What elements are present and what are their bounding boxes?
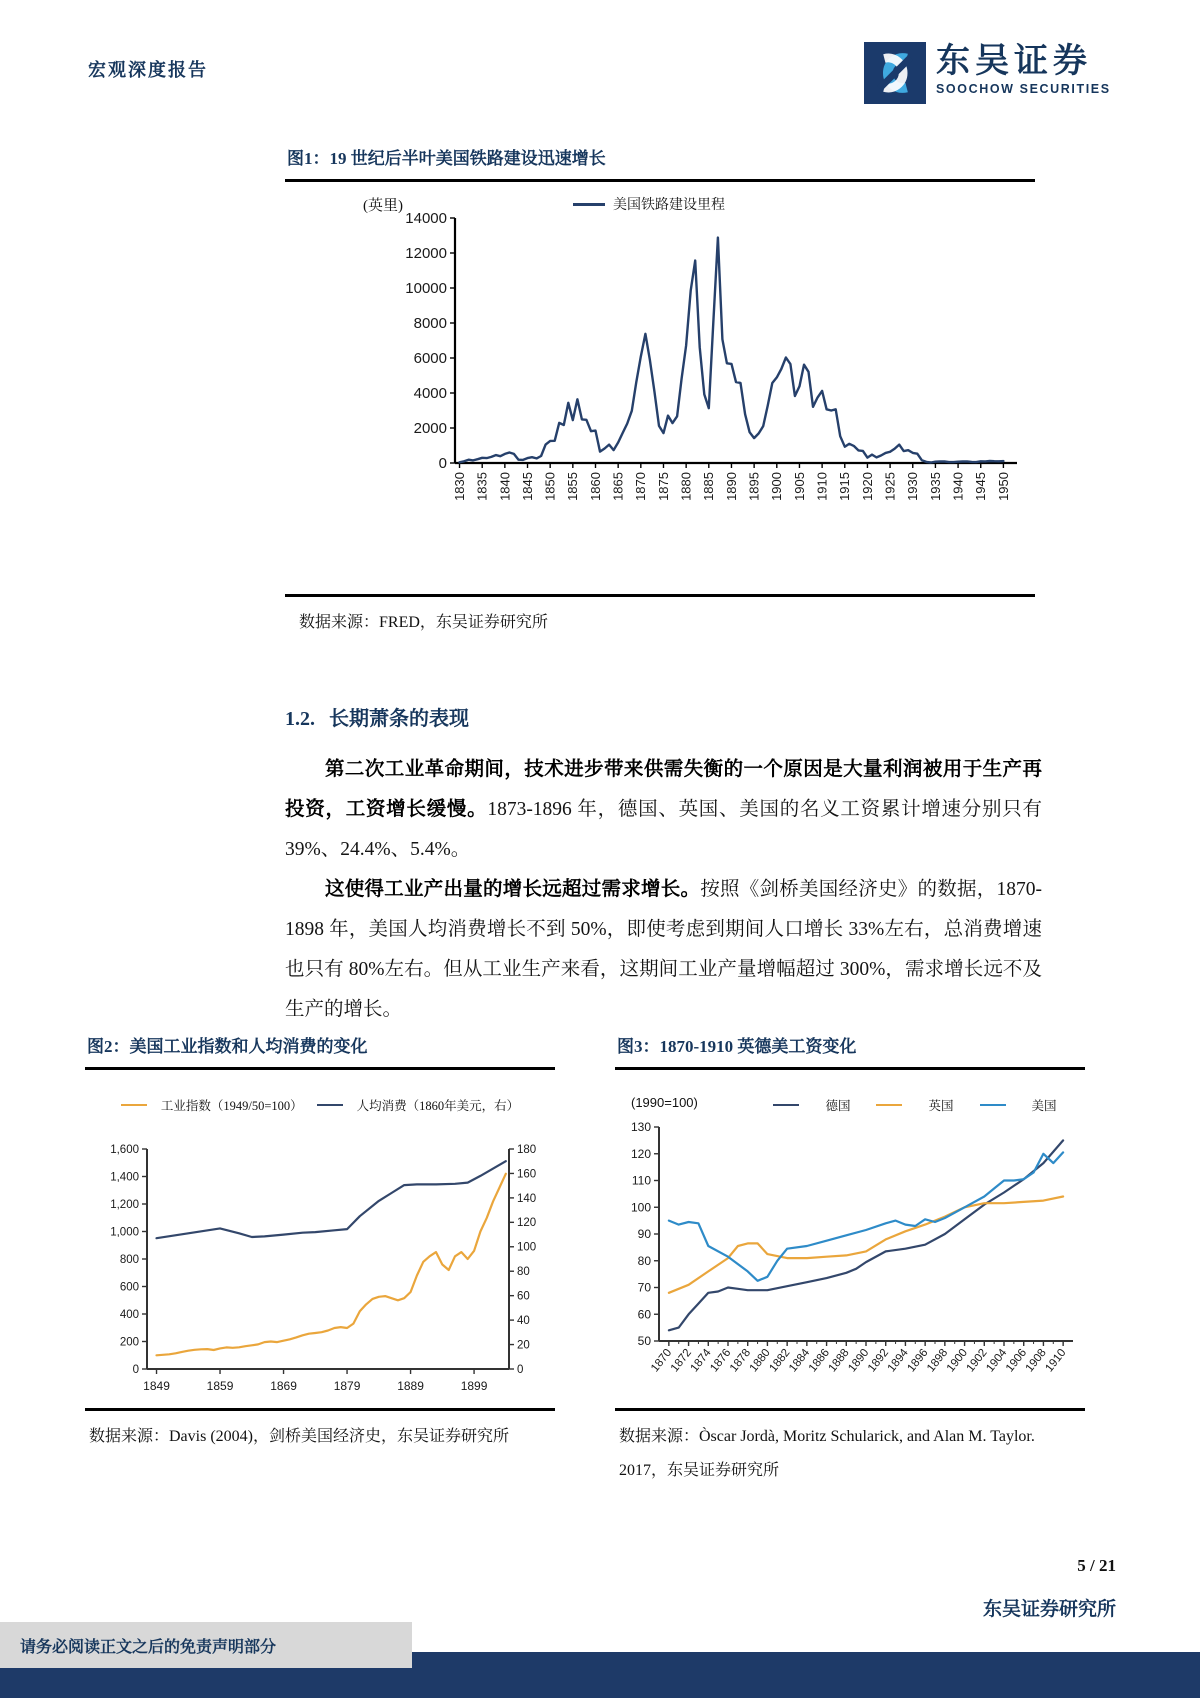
svg-text:1845: 1845 bbox=[519, 472, 535, 501]
figure2-title: 图2：美国工业指数和人均消费的变化 bbox=[87, 1037, 368, 1056]
svg-text:1870: 1870 bbox=[633, 472, 649, 501]
section-heading bbox=[285, 702, 469, 731]
svg-text:100: 100 bbox=[517, 1241, 537, 1254]
disclaimer-text: 请务必阅读正文之后的免责声明部分 bbox=[20, 1638, 277, 1656]
figure2-chart-area bbox=[85, 1067, 555, 1411]
figure3-chart-area bbox=[615, 1067, 1085, 1411]
brand-text bbox=[936, 42, 1111, 96]
report-type-label: 宏观深度报告 bbox=[88, 60, 208, 80]
svg-text:1849: 1849 bbox=[143, 1379, 170, 1393]
svg-text:1876: 1876 bbox=[708, 1346, 734, 1375]
svg-text:120: 120 bbox=[630, 1146, 651, 1161]
svg-text:2000: 2000 bbox=[413, 420, 447, 438]
brand-logo bbox=[864, 42, 1111, 104]
svg-text:1,000: 1,000 bbox=[110, 1226, 139, 1239]
brand-name-cn: 东吴证券 bbox=[936, 43, 1092, 80]
svg-text:1874: 1874 bbox=[688, 1346, 714, 1375]
svg-text:1895: 1895 bbox=[746, 472, 762, 501]
svg-text:1904: 1904 bbox=[984, 1346, 1010, 1375]
svg-text:1896: 1896 bbox=[905, 1346, 931, 1375]
svg-text:1900: 1900 bbox=[944, 1346, 971, 1375]
svg-text:1,600: 1,600 bbox=[110, 1143, 139, 1156]
svg-text:1892: 1892 bbox=[865, 1346, 892, 1375]
svg-text:40: 40 bbox=[517, 1315, 530, 1328]
brand-name-en: SOOCHOW SECURITIES bbox=[936, 82, 1111, 97]
paragraph-1-bold: 第二次工业革命期间，技术进步带来供需失衡的一个原因是大量利润被用于生产再投资，工资增长缓慢。 bbox=[285, 759, 1042, 820]
section-number: 1.2. bbox=[285, 708, 315, 730]
svg-text:4000: 4000 bbox=[413, 385, 447, 403]
figure2-source: 数据来源：Davis (2004)，剑桥美国经济史，东吴证券研究所 bbox=[89, 1428, 509, 1445]
svg-text:1,400: 1,400 bbox=[110, 1171, 139, 1184]
svg-text:70: 70 bbox=[637, 1280, 651, 1295]
figure3-legend-label-us: 美国 bbox=[1031, 1099, 1057, 1113]
svg-text:1865: 1865 bbox=[610, 472, 626, 501]
svg-text:50: 50 bbox=[637, 1334, 651, 1349]
legend-line-sample bbox=[121, 1104, 147, 1107]
series-工业指数(1949/50=100) bbox=[157, 1174, 506, 1356]
figure3-axis-note: (1990=100) bbox=[631, 1095, 698, 1110]
svg-text:110: 110 bbox=[631, 1173, 651, 1188]
figure2-legend bbox=[85, 1096, 555, 1114]
svg-text:0: 0 bbox=[438, 455, 447, 473]
svg-text:1902: 1902 bbox=[964, 1346, 990, 1375]
svg-text:100: 100 bbox=[630, 1200, 651, 1215]
svg-text:1898: 1898 bbox=[925, 1346, 951, 1375]
svg-text:1920: 1920 bbox=[859, 472, 875, 501]
svg-text:1886: 1886 bbox=[806, 1346, 833, 1375]
svg-text:10000: 10000 bbox=[405, 280, 447, 298]
legend-line-sample bbox=[773, 1104, 799, 1107]
svg-text:1840: 1840 bbox=[497, 472, 513, 501]
svg-text:400: 400 bbox=[119, 1308, 139, 1321]
svg-text:20: 20 bbox=[517, 1339, 530, 1352]
figure2-legend-label-consumption: 人均消费（1860年美元，右） bbox=[356, 1099, 520, 1113]
fig3-svg bbox=[615, 1113, 1085, 1403]
svg-text:1910: 1910 bbox=[814, 472, 830, 501]
series-人均消费(1860年美元,右) bbox=[157, 1161, 506, 1238]
soochow-logo-icon bbox=[864, 42, 926, 104]
svg-text:1888: 1888 bbox=[826, 1346, 852, 1375]
series-德国 bbox=[669, 1140, 1063, 1330]
paragraph-1-normal: 1873-1896 年，德国、英国、美国的名义工资累计增速分别只有 39%、24.4%、5.4%。 bbox=[285, 799, 1042, 860]
svg-text:0: 0 bbox=[517, 1363, 524, 1376]
svg-text:90: 90 bbox=[637, 1227, 651, 1242]
figure1-block bbox=[285, 148, 1035, 640]
figure1-source: 数据来源：FRED，东吴证券研究所 bbox=[299, 614, 548, 631]
paragraph-2-bold: 这使得工业产出量的增长远超过需求增长。 bbox=[325, 879, 701, 900]
svg-text:160: 160 bbox=[517, 1168, 537, 1181]
svg-text:1860: 1860 bbox=[587, 472, 603, 501]
svg-text:1850: 1850 bbox=[542, 472, 558, 501]
figure2-line-chart bbox=[85, 1135, 555, 1408]
figure1-line-chart bbox=[285, 180, 1035, 594]
svg-text:1835: 1835 bbox=[474, 472, 490, 501]
figure1-title: 图1：19 世纪后半叶美国铁路建设迅速增长 bbox=[287, 149, 606, 168]
svg-text:0: 0 bbox=[132, 1363, 139, 1376]
svg-text:1855: 1855 bbox=[565, 472, 581, 501]
svg-text:120: 120 bbox=[517, 1217, 537, 1230]
svg-text:60: 60 bbox=[517, 1290, 530, 1303]
svg-text:200: 200 bbox=[119, 1336, 139, 1349]
svg-text:1884: 1884 bbox=[787, 1346, 813, 1375]
svg-text:1880: 1880 bbox=[747, 1346, 773, 1375]
figure1-legend-label: 美国铁路建设里程 bbox=[613, 198, 725, 213]
svg-text:1906: 1906 bbox=[1003, 1346, 1030, 1375]
svg-text:1894: 1894 bbox=[885, 1346, 911, 1375]
svg-text:1890: 1890 bbox=[723, 472, 739, 501]
svg-text:8000: 8000 bbox=[413, 315, 447, 333]
svg-text:1859: 1859 bbox=[206, 1379, 234, 1393]
series-英国 bbox=[669, 1197, 1063, 1293]
svg-text:1930: 1930 bbox=[905, 472, 921, 501]
figure2-legend-label-industry: 工业指数（1949/50=100） bbox=[160, 1099, 303, 1113]
svg-text:60: 60 bbox=[637, 1307, 651, 1322]
paragraph-2 bbox=[285, 870, 1042, 1030]
svg-text:1889: 1889 bbox=[397, 1379, 424, 1393]
figure2-block bbox=[85, 1036, 555, 1454]
page-number: 5 / 21 bbox=[1077, 1556, 1116, 1575]
svg-text:1880: 1880 bbox=[678, 472, 694, 501]
figure3-line-chart bbox=[615, 1113, 1085, 1408]
fig2-svg bbox=[85, 1135, 555, 1403]
svg-text:1878: 1878 bbox=[727, 1346, 754, 1375]
svg-text:180: 180 bbox=[517, 1143, 537, 1156]
svg-text:1870: 1870 bbox=[649, 1346, 675, 1375]
svg-text:1872: 1872 bbox=[668, 1346, 695, 1375]
svg-text:12000: 12000 bbox=[405, 245, 447, 263]
paragraph-1 bbox=[285, 750, 1042, 870]
figure1-unit-label: (英里) bbox=[363, 198, 403, 214]
institute-name: 东吴证券研究所 bbox=[982, 1599, 1116, 1620]
svg-text:1885: 1885 bbox=[701, 472, 717, 501]
legend-line-sample bbox=[876, 1104, 902, 1107]
figure3-title: 图3：1870-1910 英德美工资变化 bbox=[617, 1037, 857, 1056]
svg-text:800: 800 bbox=[119, 1253, 139, 1266]
figure1-chart-area bbox=[285, 179, 1035, 597]
svg-text:1925: 1925 bbox=[882, 472, 898, 501]
svg-text:140: 140 bbox=[517, 1192, 537, 1205]
svg-text:1915: 1915 bbox=[837, 472, 853, 501]
fig1-svg bbox=[285, 180, 1035, 589]
svg-text:80: 80 bbox=[517, 1266, 530, 1279]
svg-text:1950: 1950 bbox=[995, 472, 1011, 501]
svg-text:1,200: 1,200 bbox=[110, 1198, 139, 1211]
svg-text:1935: 1935 bbox=[927, 472, 943, 501]
svg-text:1940: 1940 bbox=[950, 472, 966, 501]
disclaimer-box bbox=[0, 1622, 412, 1668]
svg-text:1890: 1890 bbox=[846, 1346, 872, 1375]
paragraph-2-normal: 按照《剑桥美国经济史》的数据，1870-1898 年，美国人均消费增长不到 50%，即使考虑到期间人口增长 33%左右，总消费增速也只有 80%左右。但从工业生产来看，这期间工业产量增幅超过 300%，需求增长远不及生产的增长。 bbox=[285, 879, 1042, 1020]
svg-text:1830: 1830 bbox=[451, 472, 467, 501]
series-美国铁路建设里程 bbox=[460, 238, 1004, 463]
svg-text:1900: 1900 bbox=[769, 471, 785, 501]
legend-line-sample bbox=[980, 1104, 1006, 1107]
svg-text:1879: 1879 bbox=[333, 1379, 361, 1393]
svg-text:14000: 14000 bbox=[405, 210, 447, 228]
svg-text:80: 80 bbox=[637, 1253, 651, 1268]
figure3-legend bbox=[745, 1096, 1085, 1114]
svg-text:1869: 1869 bbox=[270, 1379, 297, 1393]
svg-text:1875: 1875 bbox=[655, 472, 671, 501]
svg-text:1910: 1910 bbox=[1043, 1346, 1069, 1375]
svg-text:1882: 1882 bbox=[767, 1346, 793, 1375]
svg-text:130: 130 bbox=[630, 1120, 651, 1135]
svg-text:1945: 1945 bbox=[973, 472, 989, 501]
figure3-legend-label-uk: 英国 bbox=[928, 1099, 954, 1113]
svg-text:1899: 1899 bbox=[460, 1379, 488, 1393]
section-title: 长期萧条的表现 bbox=[329, 708, 469, 730]
figure3-source: 数据来源：Òscar Jordà, Moritz Schularick, and Alan M. Taylor. 2017，东吴证券研究所 bbox=[619, 1428, 1035, 1479]
legend-line-sample bbox=[317, 1104, 343, 1107]
svg-text:1908: 1908 bbox=[1023, 1346, 1049, 1375]
svg-text:600: 600 bbox=[119, 1281, 139, 1294]
svg-text:1905: 1905 bbox=[791, 472, 807, 501]
figure3-block bbox=[615, 1036, 1085, 1488]
figure3-legend-label-germany: 德国 bbox=[825, 1099, 851, 1113]
svg-text:6000: 6000 bbox=[413, 350, 447, 368]
